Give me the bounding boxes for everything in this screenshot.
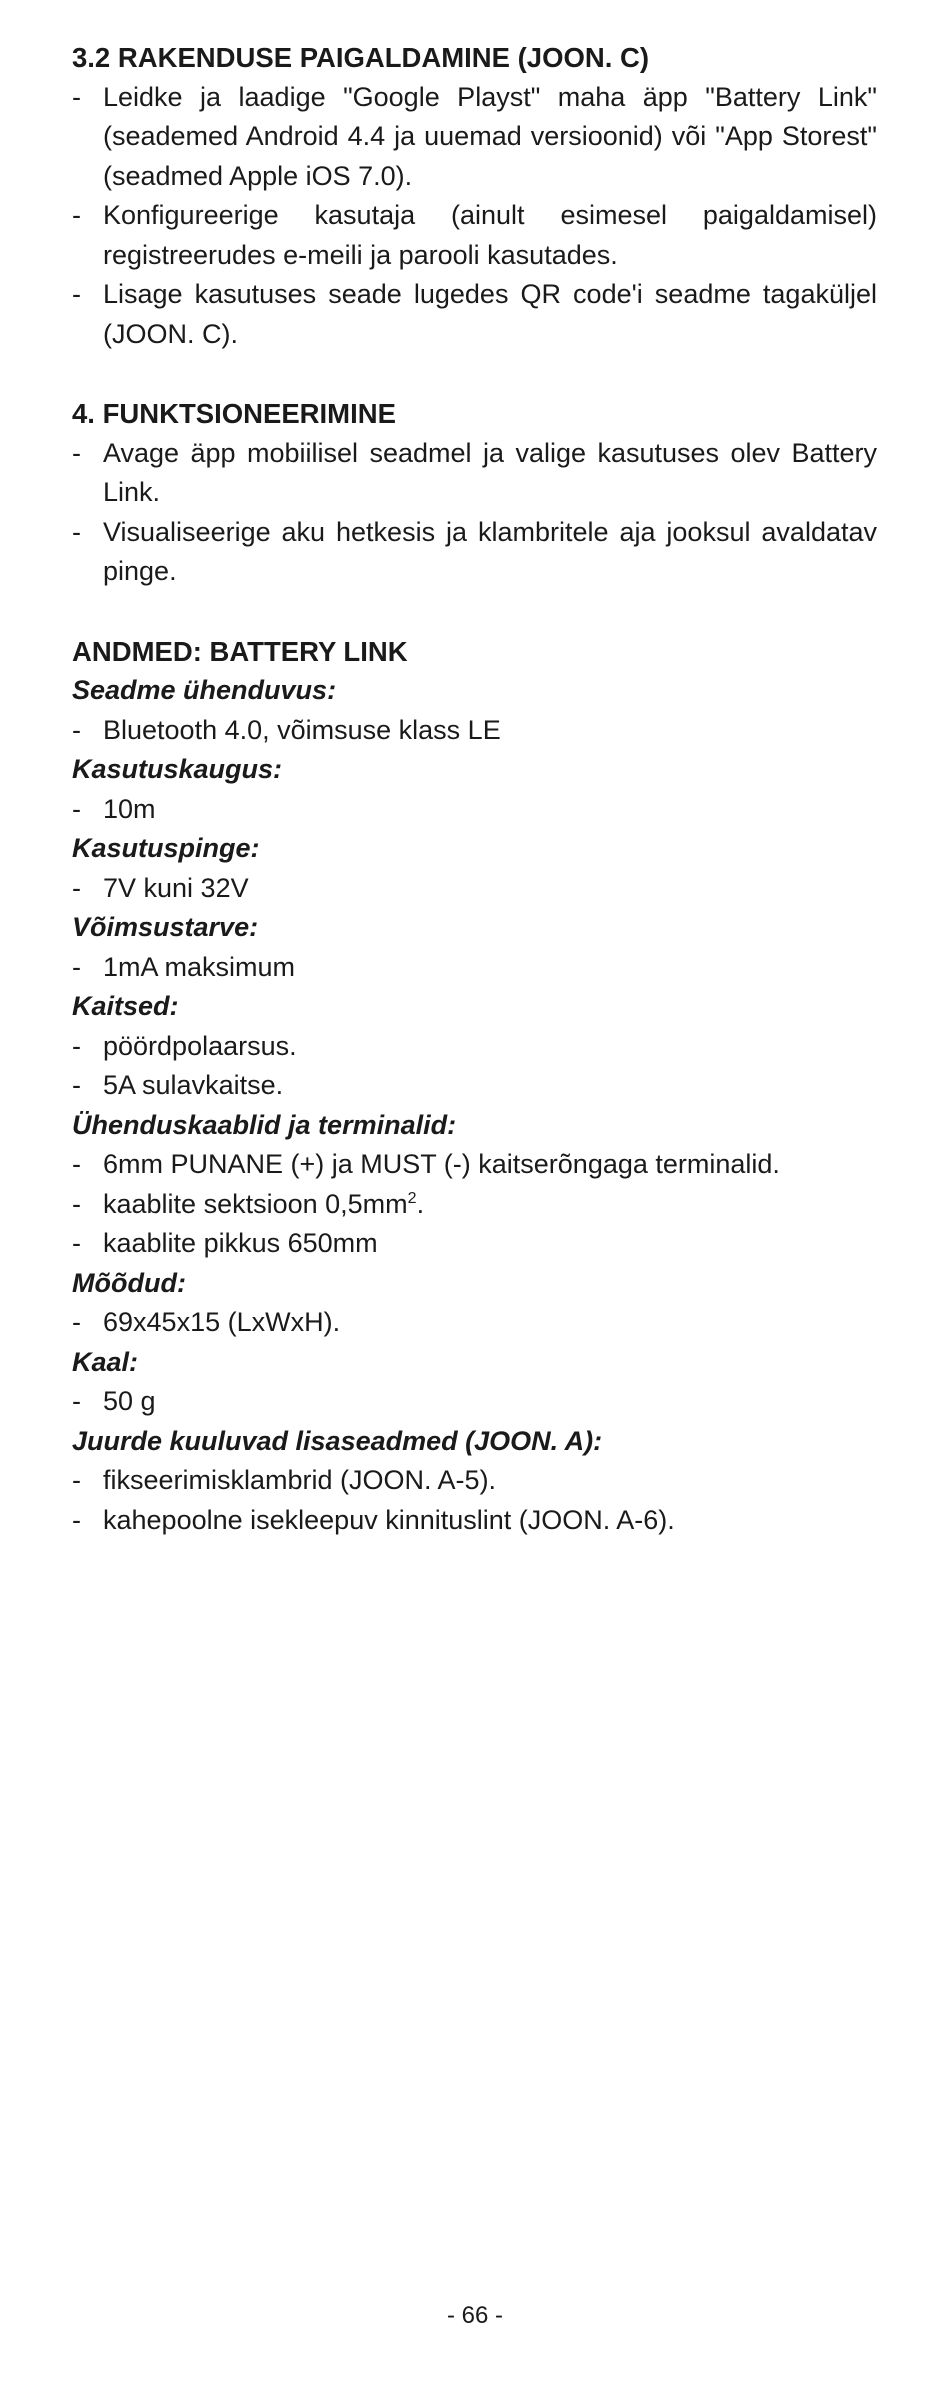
spec-item: - 50 g bbox=[72, 1386, 156, 1416]
manual-page bbox=[72, 38, 877, 1540]
spec-label: Kaal: bbox=[72, 1346, 139, 1377]
spec-label: Mõõdud: bbox=[72, 1267, 186, 1298]
spec-label: Juurde kuuluvad lisaseadmed (JOON. A): bbox=[72, 1425, 603, 1456]
spec-item: - pöördpolaarsus. bbox=[72, 1030, 297, 1061]
spec-item: - 69x45x15 (LxWxH). bbox=[72, 1307, 341, 1337]
superscript-two: 2 bbox=[407, 1189, 417, 1207]
spec-label: Seadme ühenduvus: bbox=[72, 675, 337, 705]
heading-operation: 4. FUNKTSIONEERIMINE bbox=[72, 398, 396, 429]
heading-app-install: 3.2 RAKENDUSE PAIGALDAMINE (JOON. C) bbox=[72, 42, 650, 73]
list-item: - Visualiseerige aku hetkesis ja klambritele aja jooksul avaldatav pinge. bbox=[72, 516, 877, 586]
page-number: - 66 - bbox=[446, 2302, 503, 2329]
list-item: - Leidke ja laadige "Google Playst" maha äpp "Battery Link" (seademed Android 4.4 ja uuemad versioonid) või "App Storest" (seadmed Apple iOS 7.0). bbox=[72, 81, 877, 191]
spec-label: Ühenduskaablid ja terminalid: bbox=[72, 1109, 457, 1140]
list-item: - Avage äpp mobiilisel seadmel ja valige kasutuses olev Battery Link. bbox=[72, 437, 877, 507]
spec-item: - 1mA maksimum bbox=[72, 951, 296, 982]
heading-specs: ANDMED: BATTERY LINK bbox=[72, 635, 408, 667]
spec-label: Kaitsed: bbox=[72, 991, 179, 1021]
spec-item: - kahepoolne isekleepuv kinnituslint (JOON. A-6). bbox=[72, 1504, 675, 1535]
spec-label: Võimsustarve: bbox=[72, 912, 259, 942]
spec-item: - 7V kuni 32V bbox=[72, 872, 249, 903]
list-item: - Lisage kasutuses seade lugedes QR code'i seadme tagaküljel (JOON. C). bbox=[72, 279, 877, 349]
spec-item: - 6mm PUNANE (+) ja MUST (-) kaitserõngaga terminalid. bbox=[72, 1149, 780, 1179]
spec-item: - kaablite pikkus 650mm bbox=[72, 1228, 378, 1258]
spec-item: - fikseerimisklambrid (JOON. A-5). bbox=[72, 1465, 497, 1495]
spec-item: - Bluetooth 4.0, võimsuse klass LE bbox=[72, 714, 501, 745]
spec-label: Kasutuspinge: bbox=[72, 833, 260, 863]
spec-item: - 10m bbox=[72, 793, 156, 824]
list-item: - Konfigureerige kasutaja (ainult esimesel paigaldamisel) registreerudes e-meili ja parooli kasutades. bbox=[72, 200, 877, 270]
spec-item: - 5A sulavkaitse. bbox=[72, 1070, 284, 1100]
spec-item: - kaablite sektsioon $0,5mm^2$. bbox=[72, 1188, 425, 1219]
spec-label: Kasutuskaugus: bbox=[72, 754, 283, 784]
